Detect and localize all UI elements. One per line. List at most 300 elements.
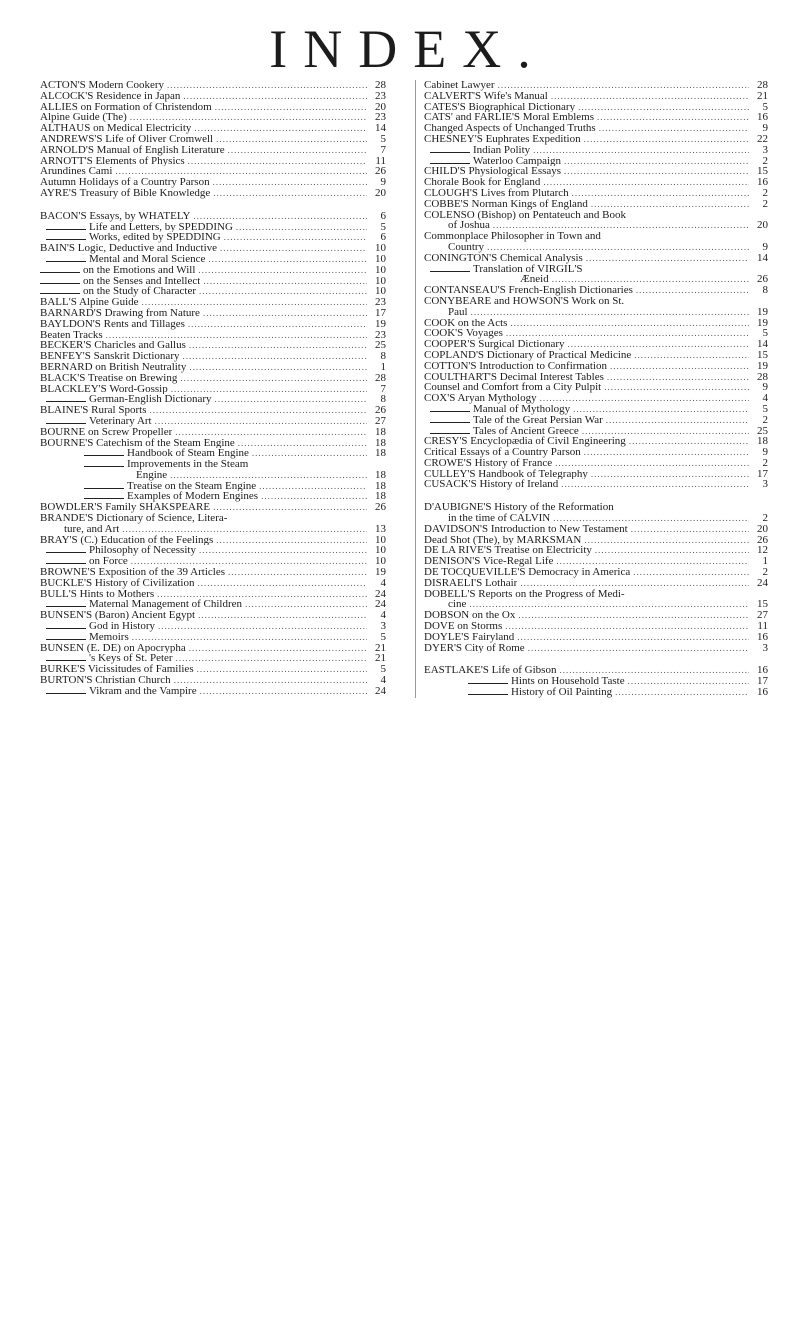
- ditto-rule: [46, 401, 86, 402]
- index-entry: [424, 339, 768, 350]
- entry-title: BLACK'S Treatise on Brewing: [40, 372, 178, 384]
- page-number: 24: [757, 576, 768, 589]
- index-entry: [40, 491, 386, 502]
- index-entry: [40, 610, 386, 621]
- index-entry: [424, 578, 768, 589]
- entry-title: Indian Polity: [473, 144, 531, 156]
- right-column: [415, 80, 768, 698]
- entry-title: ALLIES on Formation of Christendom: [40, 101, 212, 113]
- index-entry: [40, 502, 386, 513]
- index-entry: [40, 211, 386, 222]
- entry-title: Autumn Holidays of a Country Parson: [40, 177, 210, 188]
- index-entry: [40, 405, 386, 416]
- leader-dots: [586, 253, 749, 264]
- page-number: 5: [380, 663, 386, 676]
- index-entry: [40, 156, 386, 167]
- entry-title: DYER'S City of Rome: [424, 642, 525, 654]
- leader-dots: [595, 545, 749, 556]
- index-entry: [40, 188, 386, 199]
- leader-dots: [564, 166, 749, 177]
- index-entry: [424, 112, 768, 123]
- page-number: 23: [375, 328, 386, 341]
- leader-dots: [167, 80, 367, 91]
- entry-title: BARNARD'S Drawing from Nature: [40, 307, 200, 319]
- page-number: 2: [762, 197, 768, 210]
- entry-title: of Joshua: [448, 220, 490, 232]
- index-entry: [424, 610, 768, 621]
- leader-dots: [553, 513, 749, 524]
- leader-dots: [498, 80, 749, 91]
- entry-title: BOWDLER'S Family SHAKSPEARE: [40, 502, 211, 514]
- leader-dots: [188, 156, 367, 167]
- leader-dots: [213, 502, 367, 513]
- page-number: 28: [375, 371, 386, 384]
- index-entry: [424, 188, 768, 199]
- index-entry: [424, 447, 768, 458]
- leader-dots: [122, 524, 367, 535]
- leader-dots: [599, 123, 749, 134]
- page-number: 19: [757, 316, 768, 329]
- entry-title: DAVIDSON'S Introduction to New Testament: [424, 523, 628, 535]
- index-entry: [40, 319, 386, 330]
- page-number: 2: [762, 186, 768, 199]
- entry-title: BENFEY'S Sanskrit Dictionary: [40, 351, 180, 362]
- ditto-rule: [46, 552, 86, 553]
- ditto-rule: [46, 229, 86, 230]
- entry-title: DOBELL'S Reports on the Progress of Medi-: [424, 588, 625, 600]
- entry-title: Examples of Modern Engines: [127, 491, 259, 503]
- entry-title: BALL'S Alpine Guide: [40, 297, 139, 308]
- leader-dots: [584, 535, 749, 546]
- page-number: 27: [375, 414, 386, 427]
- leader-dots: [261, 491, 367, 502]
- leader-dots: [189, 340, 367, 351]
- index-entry: [424, 264, 768, 275]
- entry-title: Counsel and Comfort from a City Pulpit: [424, 382, 602, 394]
- entry-title: CONYBEARE and HOWSON'S Work on St.: [424, 295, 625, 307]
- left-column: [40, 80, 386, 697]
- leader-dots: [582, 426, 749, 437]
- entry-title: COLENSO (Bishop) on Pentateuch and Book: [424, 209, 626, 221]
- entry-title: Beaten Tracks: [40, 329, 103, 341]
- index-entry: [40, 524, 386, 535]
- index-entry: [40, 384, 386, 395]
- page-number: 19: [375, 317, 386, 330]
- index-entry: [424, 687, 768, 698]
- leader-dots: [203, 276, 367, 287]
- ditto-rule: [46, 628, 86, 629]
- leader-dots: [203, 308, 367, 319]
- entry-title: COBBE'S Norman Kings of England: [424, 198, 588, 210]
- entry-title: CHILD'S Physiological Essays: [424, 166, 562, 178]
- index-entry: [424, 296, 768, 307]
- entry-title: BUNSEN'S (Baron) Ancient Egypt: [40, 610, 196, 622]
- page-number: 15: [757, 165, 768, 178]
- index-entry: [424, 567, 768, 578]
- page-number: 3: [762, 478, 768, 491]
- index-entry: [40, 470, 386, 481]
- leader-dots: [578, 102, 749, 113]
- entry-title: Engine: [136, 469, 168, 481]
- leader-dots: [561, 479, 749, 490]
- page-number: 2: [762, 154, 768, 167]
- entry-title: BECKER'S Charicles and Gallus: [40, 340, 186, 352]
- ditto-rule: [430, 433, 470, 434]
- index-entry: [424, 285, 768, 296]
- leader-dots: [236, 222, 367, 233]
- entry-title: CALVERT'S Wife's Manual: [424, 90, 548, 102]
- page-number: 25: [757, 424, 768, 437]
- index-entry: [424, 220, 768, 231]
- index-entry: [424, 166, 768, 177]
- page-number: 26: [375, 165, 386, 178]
- entry-title: Tales of Ancient Greece: [473, 425, 579, 437]
- ditto-rule: [40, 283, 80, 284]
- index-entry: [424, 436, 768, 447]
- page-number: 13: [375, 522, 386, 535]
- page-number: 24: [375, 598, 386, 611]
- page-number: 19: [375, 566, 386, 579]
- page-number: 6: [380, 209, 386, 222]
- page-number: 10: [375, 555, 386, 568]
- leader-dots: [142, 297, 367, 308]
- index-entry: [40, 448, 386, 459]
- entry-title: Maternal Management of Children: [89, 599, 243, 611]
- leader-dots: [197, 664, 367, 675]
- leader-dots: [505, 621, 749, 632]
- index-entry: [40, 578, 386, 589]
- index-entry: [424, 253, 768, 264]
- page-number: 10: [375, 544, 386, 557]
- leader-dots: [517, 632, 749, 643]
- entry-title: CATS' and FARLIE'S Moral Emblems: [424, 112, 594, 124]
- index-entry: [40, 80, 386, 91]
- index-entry: [40, 416, 386, 427]
- index-entry: [40, 166, 386, 177]
- leader-dots: [200, 686, 367, 697]
- entry-title: Improvements in the Steam: [127, 459, 249, 470]
- leader-dots: [199, 286, 367, 297]
- index-entry: [424, 361, 768, 372]
- page-number: 19: [757, 359, 768, 372]
- leader-dots: [615, 687, 749, 698]
- leader-dots: [170, 470, 367, 481]
- page-number: 8: [380, 350, 386, 363]
- page-number: 28: [375, 79, 386, 91]
- page-number: 26: [757, 273, 768, 286]
- page-number: 4: [380, 674, 386, 687]
- entry-title: ARNOLD'S Manual of English Literature: [40, 144, 225, 156]
- entry-title: BRAY'S (C.) Education of the Feelings: [40, 534, 214, 546]
- leader-dots: [487, 242, 749, 253]
- leader-dots: [180, 373, 367, 384]
- ditto-rule: [46, 693, 86, 694]
- section-gap: [424, 653, 768, 665]
- index-entry: [424, 102, 768, 113]
- page-number: 18: [375, 447, 386, 460]
- index-entry: [40, 653, 386, 664]
- page-number: 26: [375, 501, 386, 514]
- leader-dots: [208, 254, 367, 265]
- leader-dots: [215, 394, 368, 405]
- page-number: 16: [757, 686, 768, 699]
- entry-title: Mental and Moral Science: [89, 253, 206, 265]
- page-number: 28: [757, 79, 768, 91]
- leader-dots: [591, 469, 749, 480]
- leader-dots: [633, 567, 749, 578]
- leader-dots: [520, 578, 749, 589]
- index-entry: [424, 502, 768, 513]
- index-entry: [424, 328, 768, 339]
- page-number: 22: [757, 132, 768, 145]
- page-number: 26: [757, 533, 768, 546]
- index-entry: [424, 415, 768, 426]
- page-number: 3: [762, 143, 768, 156]
- ditto-rule: [468, 683, 508, 684]
- entry-title: COOK'S Voyages: [424, 328, 503, 340]
- entry-title: Æneid: [520, 274, 549, 286]
- index-entry: [40, 330, 386, 341]
- ditto-rule: [430, 411, 470, 412]
- index-entry: [40, 621, 386, 632]
- page-number: 18: [375, 436, 386, 449]
- index-entry: [424, 177, 768, 188]
- page-number: 18: [375, 490, 386, 503]
- index-entry: [40, 545, 386, 556]
- index-entry: [40, 177, 386, 188]
- leader-dots: [176, 653, 367, 664]
- page-number: 2: [762, 566, 768, 579]
- leader-dots: [568, 339, 750, 350]
- leader-dots: [115, 166, 367, 177]
- leader-dots: [183, 91, 367, 102]
- ditto-rule: [46, 261, 86, 262]
- entry-title: COX'S Aryan Mythology: [424, 393, 537, 404]
- entry-title: Tale of the Great Persian War: [473, 414, 603, 426]
- entry-title: BURTON'S Christian Church: [40, 675, 171, 686]
- page-number: 10: [375, 242, 386, 255]
- ditto-rule: [46, 606, 86, 607]
- leader-dots: [174, 675, 367, 686]
- leader-dots: [106, 330, 367, 341]
- entry-title: DENISON'S Vice-Regal Life: [424, 556, 554, 568]
- entry-title: on Force: [89, 556, 128, 568]
- index-entry: [40, 394, 386, 405]
- leader-dots: [552, 274, 749, 285]
- index-entry: [424, 458, 768, 469]
- page-number: 20: [375, 100, 386, 113]
- leader-dots: [543, 177, 749, 188]
- leader-dots: [155, 416, 367, 427]
- entry-title: ACTON'S Modern Cookery: [40, 80, 164, 91]
- ditto-rule: [84, 455, 124, 456]
- index-entry: [424, 307, 768, 318]
- entry-title: DOYLE'S Fairyland: [424, 631, 515, 643]
- entry-title: EASTLAKE'S Life of Gibson: [424, 665, 557, 677]
- entry-title: CULLEY'S Handbook of Telegraphy: [424, 468, 588, 480]
- leader-dots: [591, 199, 749, 210]
- index-entry: [40, 535, 386, 546]
- index-entry: [424, 665, 768, 676]
- page-number: 20: [757, 219, 768, 232]
- index-entry: [40, 123, 386, 134]
- entry-title: ALTHAUS on Medical Electricity: [40, 123, 192, 134]
- index-entry: [40, 481, 386, 492]
- page-number: 14: [375, 122, 386, 135]
- leader-dots: [213, 188, 367, 199]
- entry-title: Arundines Cami: [40, 166, 113, 178]
- index-entry: [424, 632, 768, 643]
- page-number: 17: [757, 467, 768, 480]
- entry-title: Country: [448, 241, 485, 253]
- leader-dots: [572, 188, 749, 199]
- leader-dots: [540, 393, 749, 404]
- page-number: 2: [762, 512, 768, 525]
- index-entry: [40, 145, 386, 156]
- leader-dots: [528, 643, 749, 654]
- entry-title: BOURNE'S Catechism of the Steam Engine: [40, 437, 235, 449]
- entry-title: ANDREWS'S Life of Oliver Cromwell: [40, 133, 214, 145]
- leader-dots: [471, 307, 749, 318]
- page-number: 1: [762, 555, 768, 568]
- index-entry: [40, 567, 386, 578]
- leader-dots: [194, 123, 367, 134]
- entry-title: in the time of CALVIN: [448, 513, 551, 524]
- leader-dots: [628, 676, 749, 687]
- index-entry: [424, 621, 768, 632]
- page-number: 6: [380, 231, 386, 244]
- page-number: 15: [757, 598, 768, 611]
- entry-title: BUCKLE'S History of Civilization: [40, 577, 195, 589]
- entry-title: COPLAND'S Dictionary of Practical Medicine: [424, 349, 632, 361]
- index-entry: [40, 556, 386, 567]
- index-entry: [40, 297, 386, 308]
- index-entry: [424, 199, 768, 210]
- index-entry: [424, 643, 768, 654]
- entry-title: BAIN'S Logic, Deductive and Inductive: [40, 243, 218, 254]
- index-entry: [424, 535, 768, 546]
- page-number: 1: [380, 360, 386, 373]
- index-entry: [424, 469, 768, 480]
- entry-title: on the Study of Character: [83, 286, 197, 298]
- index-entry: [40, 276, 386, 287]
- entry-title: God in History: [89, 621, 155, 632]
- leader-dots: [130, 112, 367, 123]
- index-entry: [424, 91, 768, 102]
- entry-title: Vikram and the Vampire: [89, 685, 197, 697]
- index-entry: [424, 545, 768, 556]
- leader-dots: [636, 285, 749, 296]
- entry-title: CATES'S Biographical Dictionary: [424, 101, 576, 113]
- page-number: 3: [380, 620, 386, 633]
- page-number: 24: [375, 684, 386, 697]
- page-number: 26: [375, 404, 386, 417]
- page-number: 10: [375, 252, 386, 265]
- leader-dots: [604, 382, 749, 393]
- page-number: 9: [762, 446, 768, 459]
- ditto-rule: [430, 163, 470, 164]
- entry-title: D'AUBIGNE'S History of the Reformation: [424, 502, 614, 514]
- index-entry: [40, 513, 386, 524]
- leader-dots: [252, 448, 367, 459]
- page-number: 18: [375, 479, 386, 492]
- index-entry: [424, 242, 768, 253]
- section-gap: [40, 199, 386, 211]
- page-number: 2: [762, 456, 768, 469]
- leader-dots: [597, 112, 749, 123]
- entry-title: BULL'S Hints to Mothers: [40, 588, 155, 600]
- page-number: 3: [762, 641, 768, 654]
- page-number: 17: [757, 675, 768, 688]
- page-number: 7: [380, 143, 386, 156]
- entry-title: Philosophy of Necessity: [89, 545, 196, 557]
- leader-dots: [518, 610, 749, 621]
- entry-title: BAYLDON'S Rents and Tillages: [40, 318, 185, 330]
- page-number: 16: [757, 176, 768, 189]
- entry-title: BRANDE'S Dictionary of Science, Litera-: [40, 513, 228, 524]
- page-number: 5: [762, 402, 768, 415]
- page-number: 4: [380, 576, 386, 589]
- ditto-rule: [430, 422, 470, 423]
- index-entry: [424, 426, 768, 437]
- leader-dots: [559, 665, 749, 676]
- leader-dots: [216, 535, 367, 546]
- entry-title: Critical Essays of a Country Parson: [424, 447, 581, 458]
- page-number: 4: [762, 392, 768, 405]
- leader-dots: [259, 481, 367, 492]
- page-number: 16: [757, 111, 768, 124]
- leader-dots: [564, 156, 749, 167]
- page-number: 28: [757, 370, 768, 383]
- page-number: 5: [380, 630, 386, 643]
- entry-title: Cabinet Lawyer: [424, 80, 495, 91]
- index-entry: [40, 232, 386, 243]
- page-number: 21: [757, 89, 768, 102]
- entry-title: COOPER'S Surgical Dictionary: [424, 339, 565, 350]
- ditto-rule: [46, 239, 86, 240]
- page-number: 18: [375, 468, 386, 481]
- entry-title: BLAINE'S Rural Sports: [40, 405, 147, 416]
- index-entry: [40, 308, 386, 319]
- index-entry: [40, 686, 386, 697]
- entry-title: BACON'S Essays, by WHATELY: [40, 210, 191, 222]
- ditto-rule: [84, 466, 124, 467]
- entry-title: Hints on Household Taste: [511, 676, 625, 688]
- leader-dots: [132, 632, 367, 643]
- entry-title: CROWE'S History of France: [424, 457, 553, 469]
- entry-title: ALCOCK'S Residence in Japan: [40, 90, 181, 102]
- entry-title: BUNSEN (E. DE) on Apocrypha: [40, 642, 186, 654]
- index-entry: [40, 112, 386, 123]
- ditto-rule: [46, 660, 86, 661]
- page-number: 18: [375, 425, 386, 438]
- index-entry: [424, 318, 768, 329]
- index-entry: [424, 393, 768, 404]
- page-number: 10: [375, 533, 386, 546]
- entry-title: Translation of VIRGIL'S: [473, 263, 583, 275]
- index-entry: [40, 222, 386, 233]
- ditto-rule: [46, 423, 86, 424]
- entry-title: BERNARD on British Neutrality: [40, 361, 187, 373]
- leader-dots: [220, 243, 367, 254]
- page-number: 19: [757, 305, 768, 318]
- entry-title: BLACKLEY'S Word-Gossip: [40, 383, 168, 395]
- leader-dots: [469, 599, 749, 610]
- entry-title: CLOUGH'S Lives from Plutarch: [424, 187, 569, 199]
- entry-title: German-English Dictionary: [89, 394, 212, 406]
- page-number: 10: [375, 263, 386, 276]
- leader-dots: [245, 599, 367, 610]
